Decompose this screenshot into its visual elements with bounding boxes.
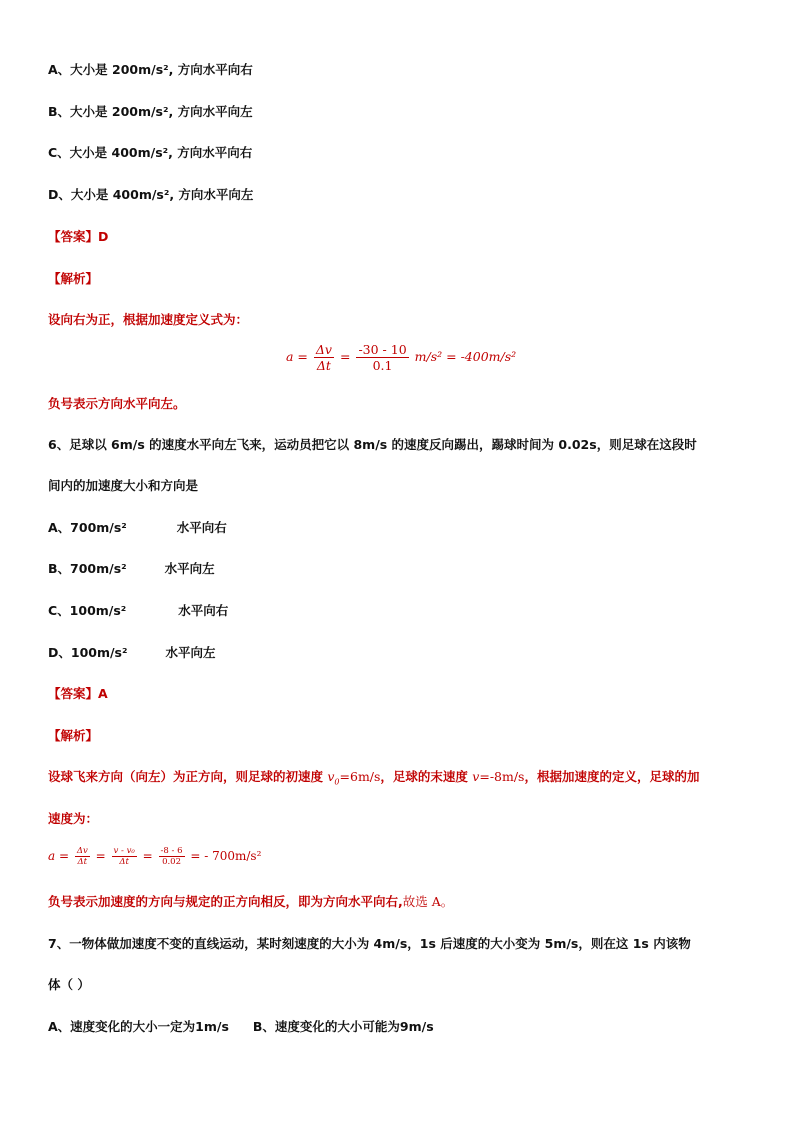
q6-analysis-line1 [48,769,700,785]
q6-option-a-value: A、700m/s² [48,520,127,535]
q6-formula-lhs: a = [48,849,70,863]
q6-v0-symbol: v [327,769,335,784]
q5-option-b: B、大小是 200m/s², 方向水平向左 [48,104,253,119]
q6-formula-den2: Δt [119,857,129,867]
q6-analysis-part-a: 设球飞来方向（向左）为正方向，则足球的初速度 [48,769,328,784]
q7-options [48,1019,434,1035]
q6-formula-num3: -8 - 6 [160,846,183,856]
q5-formula-num1: Δv [315,342,332,357]
q6-option-b-dir: 水平向左 [164,561,215,576]
q6-formula-eq2: = [142,849,153,863]
q6-formula-den1: Δt [77,857,88,867]
q5-formula-frac2 [356,342,408,373]
q6-analysis-label: 【解析】 [48,728,99,743]
q6-option-d-dir: 水平向左 [165,645,216,660]
q6-option-d-value: D、100m/s² [48,645,128,660]
q7-stem-line1: 7、一物体做加速度不变的直线运动，某时刻速度的大小为 4m/s，1s 后速度的大小变为 5m/s，则在这 1s 内该物 [48,936,691,951]
q5-analysis-label: 【解析】 [48,271,99,286]
q6-conclusion-part-a: 负号表示加速度的方向与规定的正方向相反，即为方向水平向右, [48,894,403,909]
q6-option-a-dir: 水平向右 [176,520,227,535]
q6-v-value: =-8m/s [479,769,525,784]
q6-option-a [48,520,227,536]
q6-formula-frac1 [75,846,90,867]
q6-option-d [48,645,216,661]
q5-option-c: C、大小是 400m/s², 方向水平向右 [48,145,253,160]
q5-formula-eq: = [339,349,351,364]
q6-formula-frac2 [112,846,137,867]
q6-formula-eq3: = [190,849,201,863]
q5-analysis-intro: 设向右为正，根据加速度定义式为： [48,312,249,327]
q6-formula-eq1: = [95,849,106,863]
q7-stem-line2: 体（ ） [48,977,90,992]
q6-answer: 【答案】A [48,686,108,701]
q6-option-c-value: C、100m/s² [48,603,127,618]
q7-option-a: A、速度变化的大小一定为1m/s [48,1019,229,1034]
q6-conclusion-part-b: 故选 A。 [402,894,454,909]
q5-formula-unit: m/s² = [414,349,457,364]
q6-stem-line2: 间内的加速度大小和方向是 [48,478,199,493]
q6-formula-frac3 [159,846,185,867]
q6-option-b [48,561,215,577]
q6-option-b-value: B、700m/s² [48,561,127,576]
q6-analysis-part-b: ，足球的末速度 [380,769,473,784]
q6-option-c-dir: 水平向右 [178,603,229,618]
q5-formula-lhs: a = [286,349,308,364]
q5-answer: 【答案】D [48,229,109,244]
q5-option-d: D、大小是 400m/s², 方向水平向左 [48,187,254,202]
q6-option-c [48,603,228,619]
q5-formula-num2: -30 - 10 [358,342,407,357]
q6-formula-num2: v - v₀ [113,846,135,856]
q5-formula-den2: 0.1 [372,358,393,373]
q6-conclusion [48,894,453,910]
q5-formula-result: -400m/s² [460,349,517,364]
q6-formula-num1: Δv [76,846,88,856]
q5-formula [286,342,516,373]
q6-analysis-line2: 速度为： [48,811,99,826]
q6-stem-line1: 6、足球以 6m/s 的速度水平向左飞来，运动员把它以 8m/s 的速度反向踢出，踢球时间为 0.02s，则足球在这段时 [48,437,697,452]
q6-formula [48,846,261,867]
q7-option-b: B、速度变化的大小可能为9m/s [252,1019,434,1034]
q6-analysis-part-c: ，根据加速度的定义，足球的加 [524,769,700,784]
q5-option-a: A、大小是 200m/s², 方向水平向右 [48,62,253,77]
q6-v0-subscript: 0 [334,777,340,787]
q6-formula-result: - 700m/s² [204,849,262,863]
q6-v0-value: =6m/s [339,769,381,784]
q6-v-symbol: v [472,769,480,784]
q5-formula-frac1 [314,342,334,373]
q6-formula-den3: 0.02 [162,857,181,867]
q5-conclusion: 负号表示方向水平向左。 [48,396,186,411]
q5-formula-den1: Δt [316,358,331,373]
